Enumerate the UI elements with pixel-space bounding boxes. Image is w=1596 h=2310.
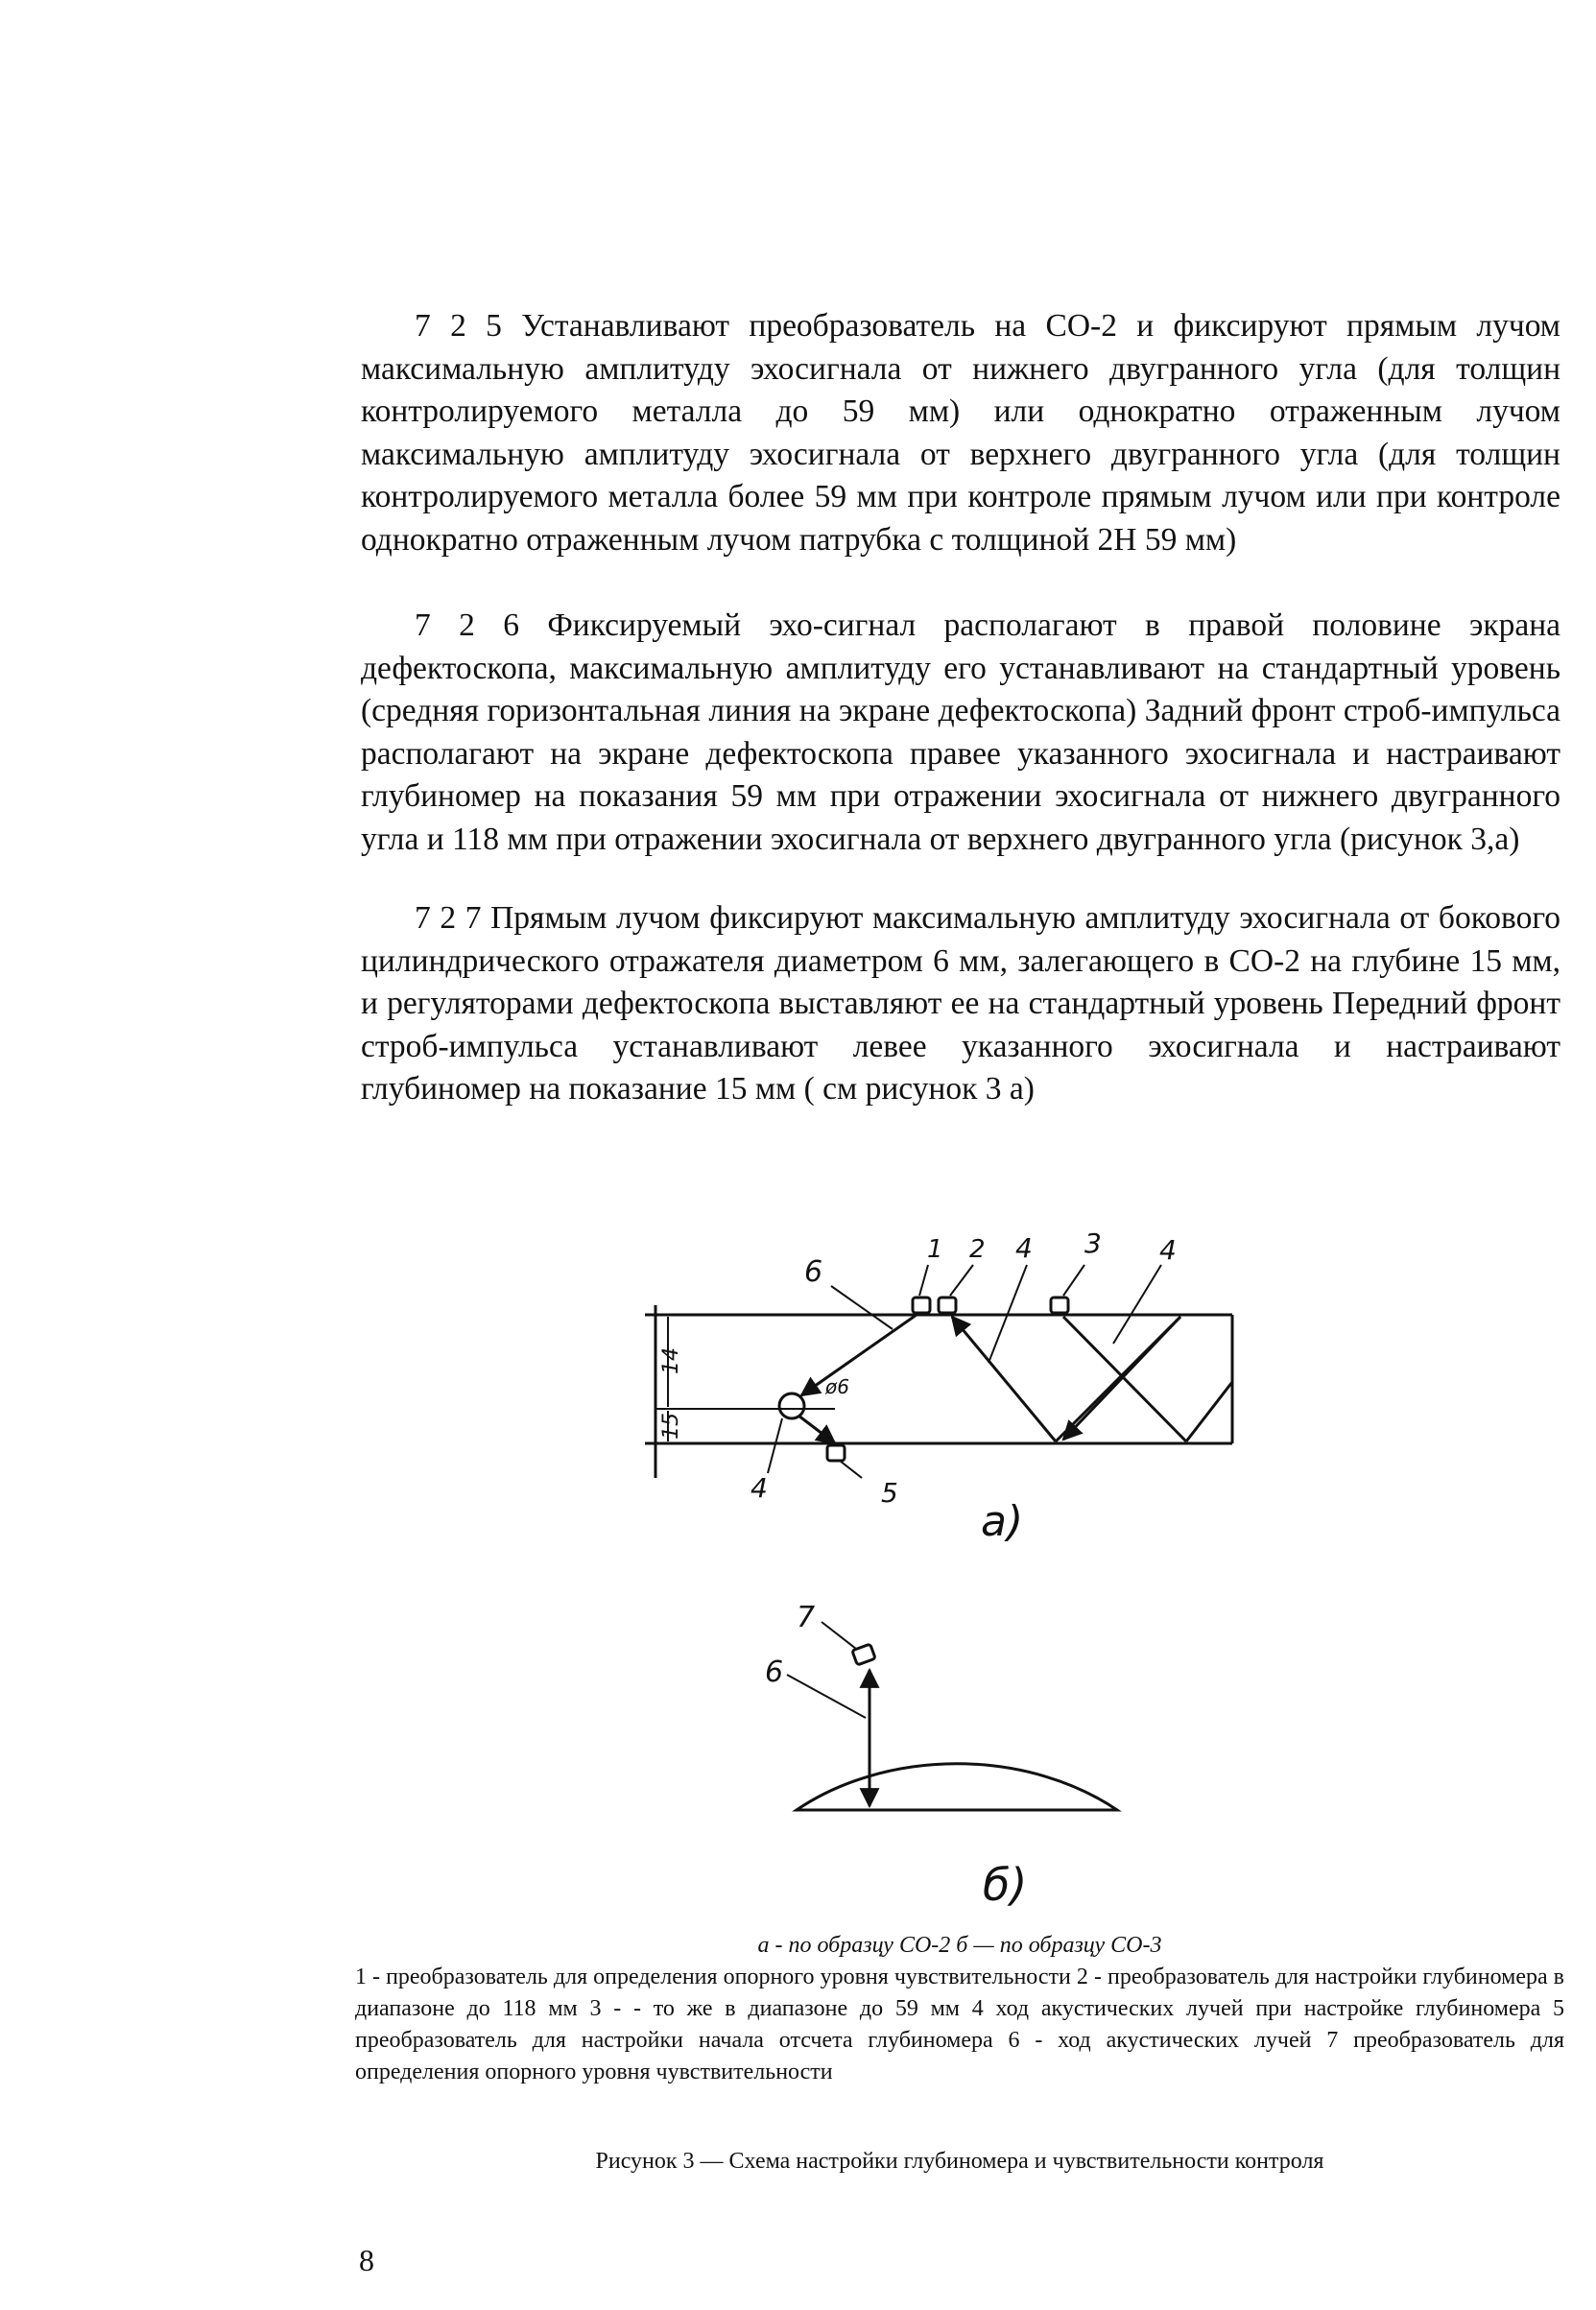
- paragraph-text: Устанавливают преобразователь на СО-2 и фиксируют прямым лучом максимальную амплитуду эхосигнала от нижнего двугранного угла (для толщин контролируемого металла до 59 мм) или однократно отраженным лучом максимальную амплитуду эхосигнала от верхнего двугранного угла (для толщин контролируемого металла более 59 мм при контроле прямым лучом или при контроле однократно отраженным лучом патрубка с толщиной 2Н 59 мм): [361, 308, 1561, 558]
- figure-legend: 1 - преобразователь для определения опорного уровня чувствительности 2 - преобразователь для настройки глубиномера в диапазоне до 118 мм 3 - - то же в диапазоне до 59 мм 4 ход акустических лучей при настройке глубиномера 5 преобразователь для настройки начала отсчета глубиномера 6 - ход акустических лучей 7 преобразователь для определения опорного уровня чувствительности: [355, 1965, 1564, 2084]
- paragraph-number: 7 2 6: [415, 607, 519, 643]
- label-7: 7: [797, 1601, 816, 1634]
- leader-7: [822, 1622, 856, 1649]
- semicircle-block: [797, 1764, 1117, 1810]
- dimension-15: 15: [659, 1413, 683, 1440]
- paragraph-number: 7 2 7: [415, 900, 482, 936]
- paragraph-text: Прямым лучом фиксируют максимальную амплитуду эхосигнала от бокового цилиндрического отражателя диаметром 6 мм, залегающего в СО-2 на глубине 15 мм, и регуляторами дефектоскопа выставляют ее на стандартный уровень Передний фронт строб-импульса устанавливают левее указанного эхосигнала и настраивают глубиномер на показание 15 мм ( см рисунок 3 а): [361, 900, 1561, 1107]
- label-5: 5: [881, 1477, 898, 1509]
- label-4c: 4: [750, 1472, 768, 1504]
- figure-subcaption: а - по образцу СО-2 б — по образцу СО-3: [757, 1933, 1162, 1958]
- label-2: 2: [969, 1235, 986, 1264]
- label-6b: 6: [765, 1655, 784, 1689]
- transducer-7: [852, 1644, 875, 1665]
- leader-6b: [787, 1675, 866, 1718]
- figure-a-caption: а): [981, 1497, 1024, 1546]
- page-number: 8: [359, 2243, 374, 2277]
- figure-title: Рисунок 3 — Схема настройки глубиномера и чувствительности контроля: [595, 2149, 1324, 2174]
- paragraph-number: 7 2 5: [415, 308, 502, 344]
- label-3: 3: [1084, 1227, 1102, 1259]
- paragraph-text: Фиксируемый эхо-сигнал располагают в правой половине экрана дефектоскопа, максимальную амплитуду его устанавливают на стандартный уровень (средняя горизонтальная линия на экране дефектоскопа) Задний фронт строб-импульса располагают на экране дефектоскопа правее указанного эхосигнала и настраивают глубиномер на показания 59 мм при отражении эхосигнала от нижнего двугранного угла и 118 мм при отражении эхосигнала от верхнего двугранного угла (рисунок 3,а): [361, 607, 1561, 857]
- dimension-14: 14: [659, 1347, 683, 1374]
- hole-diameter: ø6: [825, 1375, 849, 1398]
- figure-b-caption: б): [983, 1859, 1028, 1911]
- label-1: 1: [927, 1235, 943, 1264]
- label-4a: 4: [1015, 1232, 1033, 1264]
- label-4b: 4: [1159, 1234, 1177, 1266]
- label-6: 6: [804, 1255, 823, 1289]
